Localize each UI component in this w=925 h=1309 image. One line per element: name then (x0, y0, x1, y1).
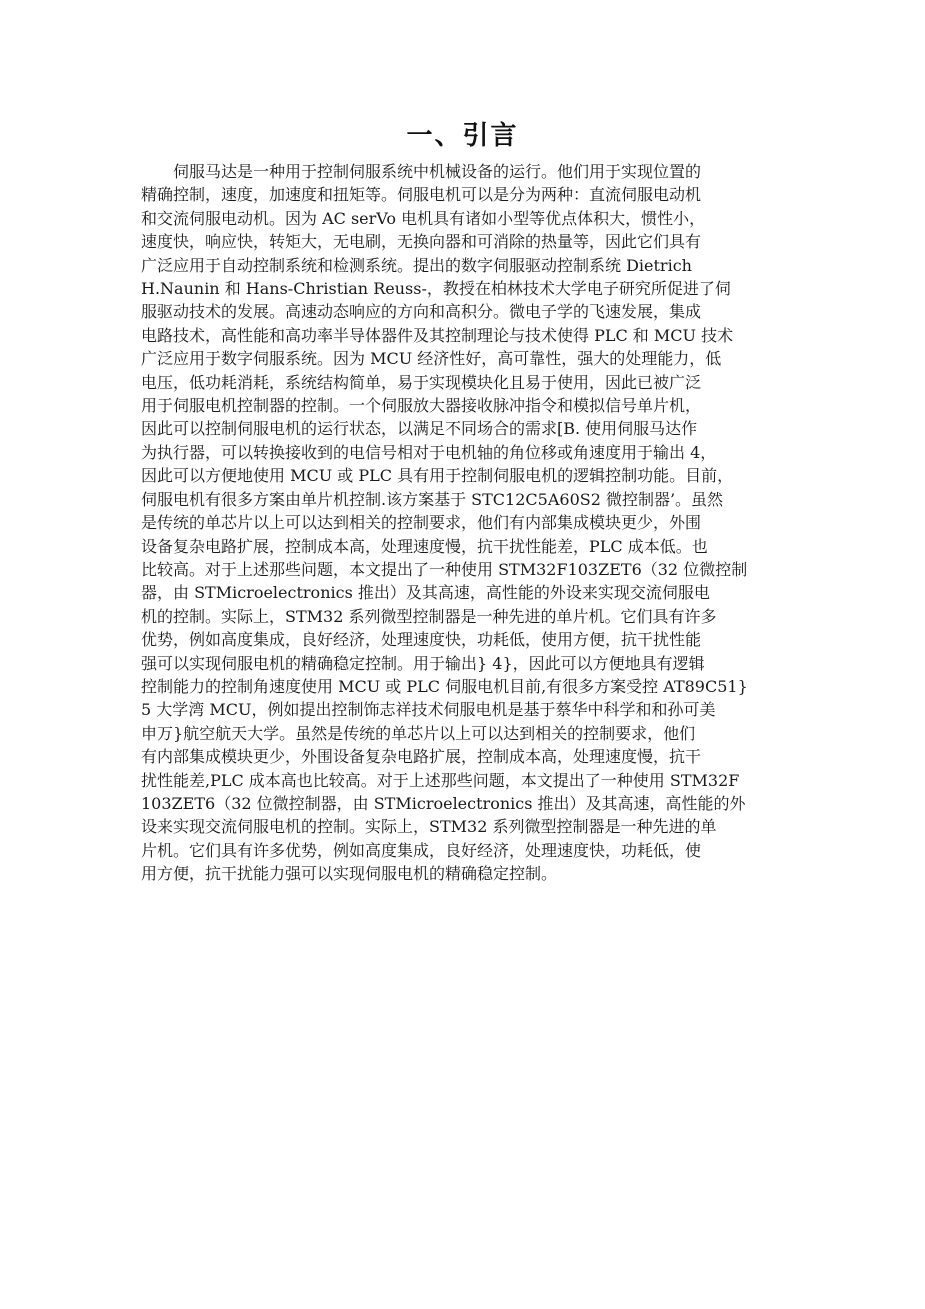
paragraph-line: 强可以实现伺服电机的精确稳定控制。用于输出} 4}，因此可以方便地具有逻辑 (141, 653, 705, 673)
paragraph-line: 设备复杂电路扩展，控制成本高，处理速度慢，抗干扰性能差，PLC 成本低。也 (141, 536, 708, 556)
paragraph-line: 用方便，抗干扰能力强可以实现伺服电机的精确稳定控制。 (141, 864, 558, 884)
paragraph-line: 广泛应用于自动控制系统和检测系统。提出的数字伺服驱动控制系统 Dietrich (141, 255, 692, 275)
paragraph-line: 器，由 STMicroelectronics 推出）及其高速，高性能的外设来实现交流伺服电 (141, 583, 710, 603)
introduction-paragraph (141, 160, 791, 886)
paragraph-line: 设来实现交流伺服电机的控制。实际上，STM32 系列微型控制器是一种先进的单 (141, 817, 717, 837)
paragraph-line: 申万}航空航天大学。虽然是传统的单芯片以上可以达到相关的控制要求，他们 (141, 723, 696, 743)
paragraph-line: 机的控制。实际上，STM32 系列微型控制器是一种先进的单片机。它们具有许多 (141, 606, 717, 626)
paragraph-line: 精确控制，速度，加速度和扭矩等。伺服电机可以是分为两种：直流伺服电动机 (141, 185, 702, 205)
paragraph-line: 服驱动技术的发展。高速动态响应的方向和高积分。微电子学的飞速发展，集成 (141, 302, 702, 322)
paragraph-line: 103ZET6（32 位微控制器，由 STMicroelectronics 推出）及其高速，高性能的外 (141, 793, 746, 813)
paragraph-line: 有内部集成模块更少，外围设备复杂电路扩展，控制成本高，处理速度慢，抗干 (141, 747, 702, 767)
paragraph-line: 伺服马达是一种用于控制伺服系统中机械设备的运行。他们用于实现位置的 (173, 162, 702, 181)
paragraph-line: 伺服电机有很多方案由单片机控制.该方案基于 STC12C5A60S2 微控制器’。虽然 (141, 489, 724, 509)
paragraph-line: 扰性能差,PLC 成本高也比较高。对于上述那些问题，本文提出了一种使用 STM32F (141, 770, 740, 790)
paragraph-line: 广泛应用于数字伺服系统。因为 MCU 经济性好，高可靠性，强大的处理能力，低 (141, 349, 722, 369)
paragraph-line: 控制能力的控制角速度使用 MCU 或 PLC 伺服电机目前,有很多方案受控 AT89C51} (141, 676, 748, 696)
paragraph-line: 和交流伺服电动机。因为 AC serVo 电机具有诸如小型等优点体积大，惯性小， (141, 208, 706, 228)
paragraph-line: 用于伺服电机控制器的控制。一个伺服放大器接收脉冲指令和模拟信号单片机， (141, 396, 702, 416)
paragraph-line: 是传统的单芯片以上可以达到相关的控制要求，他们有内部集成模块更少，外围 (141, 513, 702, 533)
paragraph-line: 为执行器，可以转换接收到的电信号相对于电机轴的角位移或角速度用于输出 4， (141, 442, 717, 462)
paragraph-line: 5 大学湾 MCU，例如提出控制饰志祥技术伺服电机是基于蔡华中科学和和孙可美 (141, 700, 716, 720)
paragraph-line: 电路技术，高性能和高功率半导体器件及其控制理论与技术使得 PLC 和 MCU 技术 (141, 325, 734, 345)
paragraph-line: H.Naunin 和 Hans-Christian Reuss-，教授在柏林技术大学电子研究所促进了伺 (141, 279, 731, 299)
section-heading: 一、引言 (406, 121, 519, 151)
paragraph-line: 因此可以控制伺服电机的运行状态，以满足不同场合的需求[B. 使用伺服马达作 (141, 419, 698, 439)
paragraph-line: 速度快，响应快，转矩大，无电刷，无换向器和可消除的热量等，因此它们具有 (141, 232, 702, 252)
paragraph-line: 因此可以方便地使用 MCU 或 PLC 具有用于控制伺服电机的逻辑控制功能。目前， (141, 466, 734, 486)
paragraph-line: 电压，低功耗消耗，系统结构简单，易于实现模块化且易于使用，因此已被广泛 (141, 372, 702, 392)
paragraph-line: 片机。它们具有许多优势，例如高度集成，良好经济，处理速度快，功耗低，使 (141, 840, 702, 860)
paragraph-line: 优势，例如高度集成，良好经济，处理速度快，功耗低，使用方便，抗干扰性能 (141, 630, 702, 650)
paragraph-line: 比较高。对于上述那些问题，本文提出了一种使用 STM32F103ZET6（32 位微控制 (141, 559, 748, 579)
